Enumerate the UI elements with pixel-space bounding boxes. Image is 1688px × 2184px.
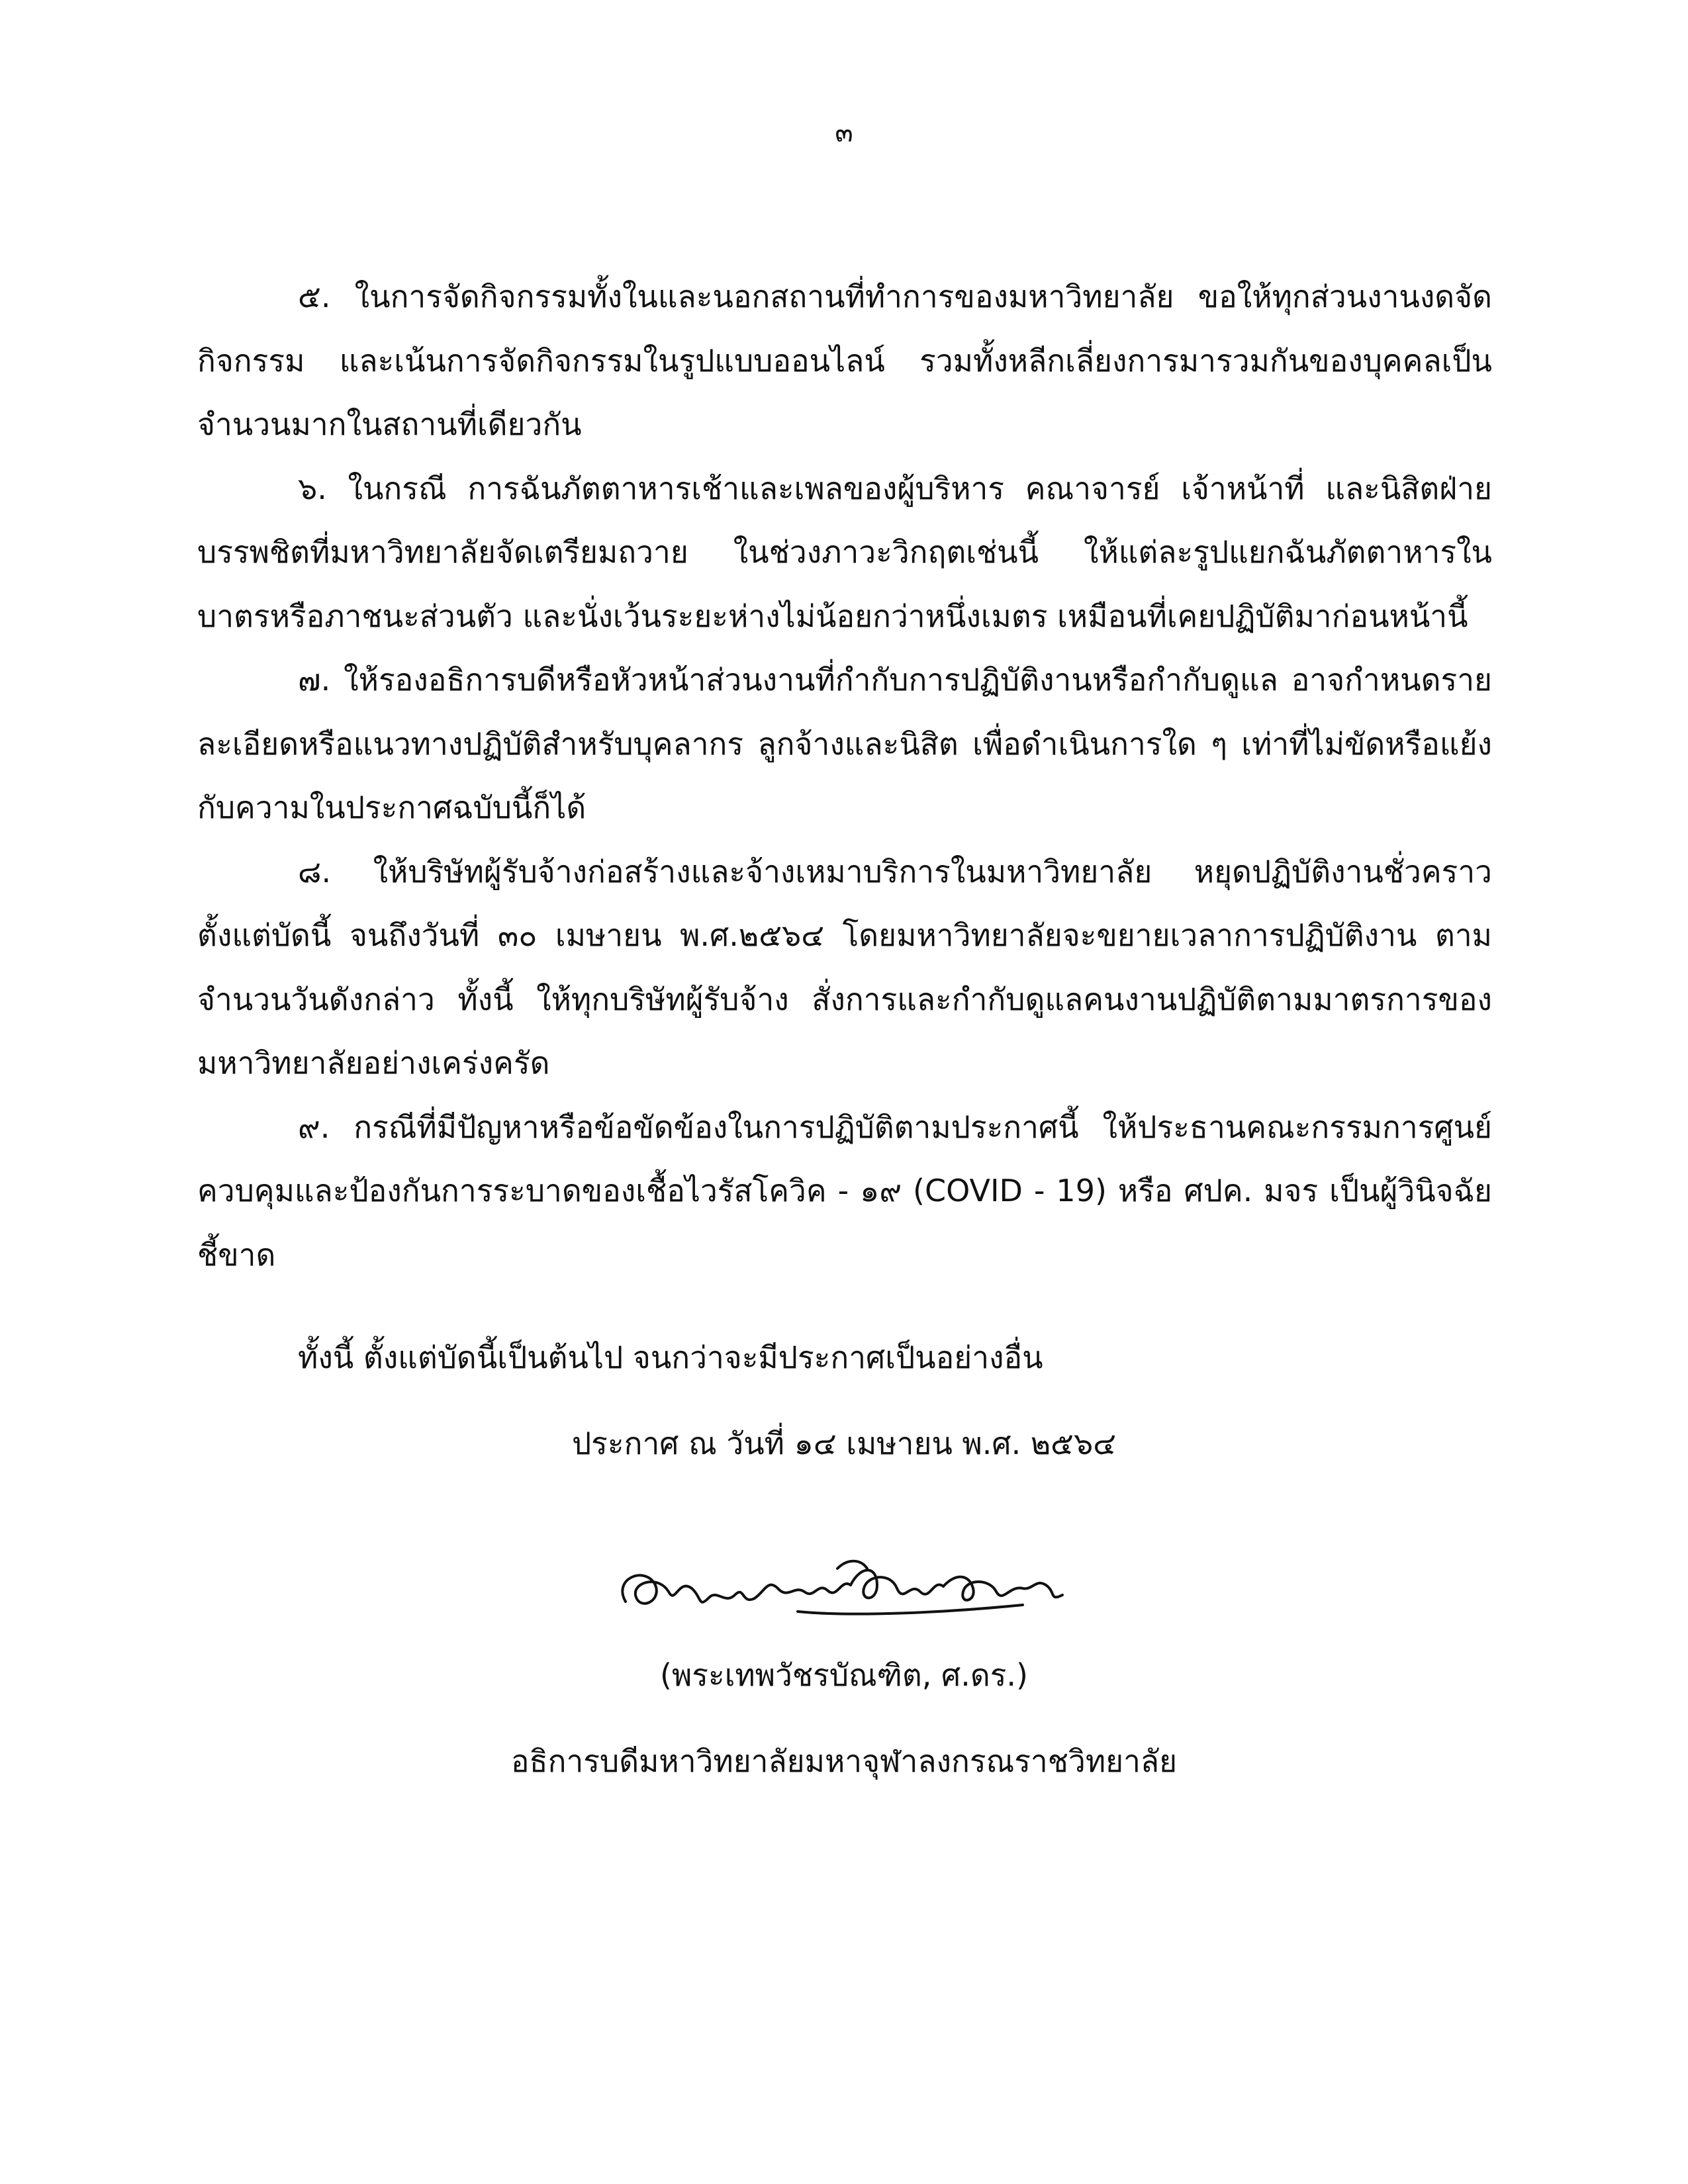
signer-name: (พระเทพวัชรบัณฑิต, ศ.ดร.) — [660, 1657, 1028, 1693]
closing-statement: ทั้งนี้ ตั้งแต่บัดนี้เป็นต้นไป จนกว่าจะมีประกาศเป็นอย่างอื่น — [298, 1340, 1043, 1375]
signer-title: อธิการบดีมหาวิทยาลัยมหาจุฬาลงกรณราชวิทยาลัย — [510, 1743, 1178, 1779]
paragraph-8: ๘. ให้บริษัทผู้รับจ้างก่อสร้างและจ้างเหมาบริการในมหาวิทยาลัย หยุดปฏิบัติงานชั่วคราวตั้งแต่บัดนี้ จนถึงวันที่ ๓๐ เมษายน พ.ศ.๒๕๖๔ โดยมหาวิทยาลัยจะขยายเวลาการปฏิบัติงาน ตามจำนวนวันดังกล่าว ทั้งนี้ ให้ทุกบริษัทผู้รับจ้าง สั่งการและกำกับดูแลคนงานปฏิบัติตามมาตรการของมหาวิทยาลัยอย่างเคร่งครัด — [197, 853, 1492, 1081]
handwritten-signature — [599, 1539, 1076, 1638]
paragraph-9: ๙. กรณีที่มีปัญหาหรือข้อขัดข้องในการปฏิบัติตามประกาศนี้ ให้ประธานคณะกรรมการศูนย์ควบคุมและป้องกันการระบาดของเชื้อไวรัสโควิค - ๑๙ (COVID - 19) หรือ ศปค. มจร เป็นผู้วินิจฉัยชี้ขาด — [197, 1109, 1492, 1273]
paragraph-7: ๗. ให้รองอธิการบดีหรือหัวหน้าส่วนงานที่กำกับการปฏิบัติงานหรือกำกับดูแล อาจกำหนดรายละเอียดหรือแนวทางปฏิบัติสำหรับบุคลากร ลูกจ้างและนิสิต เพื่อดำเนินการใด ๆ เท่าที่ไม่ขัดหรือแย้งกับความในประกาศฉบับนี้ก็ได้ — [197, 662, 1492, 825]
paragraph-5: ๕. ในการจัดกิจกรรมทั้งในและนอกสถานที่ทำการของมหาวิทยาลัย ขอให้ทุกส่วนงานงดจัดกิจกรรม และเน้นการจัดกิจกรรมในรูปแบบออนไลน์ รวมทั้งหลีกเลี่ยงการมารวมกันของบุคคลเป็นจำนวนมากในสถานที่เดียวกัน — [197, 279, 1492, 442]
paragraph-6: ๖. ในกรณี การฉันภัตตาหารเช้าและเพลของผู้บริหาร คณาจารย์ เจ้าหน้าที่ และนิสิตฝ่ายบรรพชิตที่มหาวิทยาลัยจัดเตรียมถวาย ในช่วงภาวะวิกฤตเช่นนี้ ให้แต่ละรูปแยกฉันภัตตาหารในบาตรหรือภาชนะส่วนตัว และนั่งเว้นระยะห่างไม่น้อยกว่าหนึ่งเมตร เหมือนที่เคยปฏิบัติมาก่อนหน้านี้ — [197, 470, 1492, 634]
announcement-date: ประกาศ ณ วันที่ ๑๔ เมษายน พ.ศ. ๒๕๖๔ — [571, 1426, 1117, 1461]
announcement-body — [197, 265, 1492, 1287]
page-number: ๓ — [835, 118, 853, 148]
